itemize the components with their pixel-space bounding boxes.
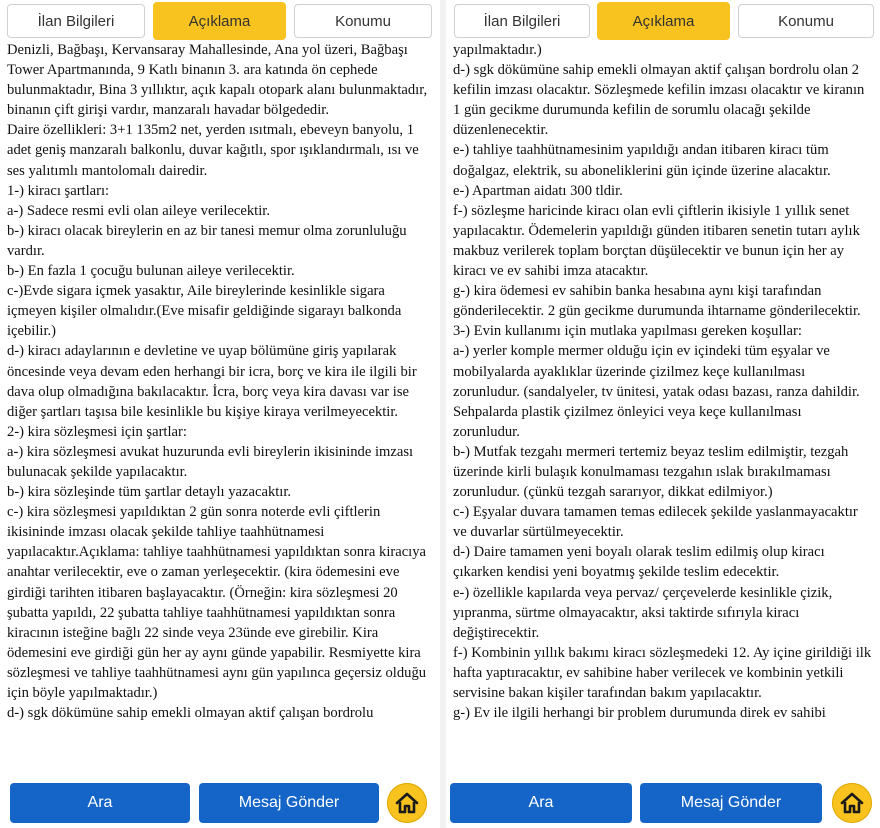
description-paragraph: 3-) Evin kullanımı için mutlaka yapılması gereken koşullar: (453, 323, 802, 340)
description-paragraph: Denizli, Bağbaşı, Kervansaray Mahallesinde, Ana yol üzeri, Bağbaşı Tower Apartmanında, 9 Katlı binanın 3. ara katında ön cephede bulunmaktadır, Bina 3 yıllıktır, açık kapalı otopark alanı bulunmaktadır, binanın çift girişi vardır, manzaralı havadar bölgededir. (7, 42, 428, 119)
description-paragraph: 1-) kiracı şartları: (7, 182, 110, 199)
description-paragraph: 2-) kira sözleşmesi için şartlar: (7, 423, 187, 440)
home-icon (394, 791, 420, 815)
right-screen (446, 0, 880, 828)
description-paragraph: d-) sgk dökümüne sahip emekli olmayan aktif çalışan bordrolu olan 2 kefilin imzası olacaktır. Sözleşmede kefilin imzası olacaktır ve kiranın 1 gün gecikme durumunda kefilin de sorumlu olacağı şekilde düzenlenecektir. (453, 62, 865, 139)
description-paragraph: d-) Daire tamamen yeni boyalı olarak teslim edilmiş olup kiracı çıkarken kendisi yeni boyatmış şekilde teslim edecektir. (453, 544, 825, 581)
description-paragraph: b-) kira sözleşinde tüm şartlar detaylı yazacaktır. (7, 484, 292, 501)
tab-konumu[interactable]: Konumu (738, 4, 874, 38)
description-paragraph: e-) tahliye taahhütnamesinim yapıldığı andan itibaren kiracı tüm doğalgaz, elektrik, su aboneliklerini gün içinde üzerine alacaktır. (453, 142, 831, 179)
description-paragraph: c-) Eşyalar duvara tamamen temas edilecek şekilde yaslanmayacaktır ve duvarlar sürtülmeyecektir. (453, 504, 858, 541)
home-icon (839, 791, 865, 815)
description-paragraph: a-) Sadece resmi evli olan aileye verilecektir. (7, 202, 270, 219)
description-paragraph: c-) kira sözleşmesi yapıldıktan 2 gün sonra noterde evli çiftlerin ikisininde imzası olacak şekilde tahliye taahhütnamesi yapılacaktır.Açıklama: tahliye taahhütnamesi yapıldıktan sonra kiracıya anahtar verilecektir, eve o zaman yerleşecektir. (kira ödemesini eve girdiği tarihten itibaren başlayacaktır. (Örneğin: kira sözleşmesi 20 şubatta yapıldı, 22 şubatta tahliye taahhütnamesi yapıldıktan sonra kiracının isteğine bağlı 22 sinde veya 23ünde eve girebilir. Kira ödemesini eve girdiği gün her ay aynı günde yapabilir. Resmiyette kira sözleşmesi ve tahliye taahhütnamesi aynı gün yapılınca geçersiz olduğu için böyle yapılmaktadır.) (7, 504, 427, 701)
tab-aciklama[interactable]: Açıklama (153, 2, 286, 40)
description-paragraph: b-) Mutfak tezgahı mermeri tertemiz beyaz teslim edilmiştir, tezgah üzerinde kirli bulaşık konulmaması tezgahın ıslak bırakılmaması zorunludur. (çünkü tezgah sararıyor, dikkat edilmiyor.) (453, 443, 849, 501)
description-paragraph: b-) kiracı olacak bireylerin en az bir tanesi memur olma zorunluluğu vardır. (7, 222, 407, 259)
tab-bar (0, 0, 440, 40)
description-paragraph: e-) Apartman aidatı 300 tldir. (453, 182, 623, 199)
description-paragraph: c-)Evde sigara içmek yasaktır, Aile bireylerinde kesinlikle sigara içmeyen kişiler olmalıdır.(Eve misafir geldiğinde sigarayı balkonda içebilir.) (7, 283, 402, 340)
description-content[interactable] (0, 40, 440, 778)
description-paragraph: Daire özellikleri: 3+1 135m2 net, yerden ısıtmalı, ebeveyn banyolu, 1 adet geniş manzaralı balkonlu, duvar kağıtlı, spor ışıklandırmalı, ısı ve ses yalıtımlı mantolomalı dairedir. (7, 122, 419, 179)
description-paragraph: a-) yerler komple mermer olduğu için ev içindeki tüm eşyalar ve mobilyalarda ayaklıklar üzerinde çizilmez keçe kullanılması zorunludur. (sandalyeler, tv ünitesi, yatak odası bazası, ranza dahildir. Sehpalarda plastik çizilmez önleyici veya keçe kullanılması zorunludur. (453, 343, 860, 440)
action-bar (446, 778, 880, 828)
description-paragraph: f-) Kombinin yıllık bakımı kiracı sözleşmedeki 12. Ay içine girildiği ilk hafta yaptıracaktır, ev sahibine haber verilecek ve kombinin yetkili servisine bakan kişiler tarafından bakım yapılacaktır. (453, 644, 872, 701)
tab-aciklama[interactable]: Açıklama (597, 2, 730, 40)
description-paragraph: g-) kira ödemesi ev sahibin banka hesabına aynı kişi tarafından gönderilecektir. 2 gün gecikme durumunda ihtarname gönderilecektir. (453, 283, 861, 320)
description-paragraph: yapılmaktadır.) (453, 42, 542, 58)
description-paragraph: d-) sgk dökümüne sahip emekli olmayan aktif çalışan bordrolu (7, 705, 374, 722)
tab-ilan-bilgileri[interactable]: İlan Bilgileri (7, 4, 145, 38)
call-button[interactable]: Ara (450, 783, 632, 823)
description-paragraph: g-) Ev ile ilgili herhangi bir problem durumunda direk ev sahibi (453, 705, 826, 722)
description-paragraph: b-) En fazla 1 çocuğu bulunan aileye verilecektir. (7, 263, 295, 280)
action-bar (0, 778, 440, 828)
description-paragraph: d-) kiracı adaylarının e devletine ve uyap bölümüne giriş yapılarak öncesinde veya devam eden herhangi bir icra, borç ve kira ile ilgili bir dava olup olmadığına bakılacaktır. İcra, borç veya kira davası var ise diğer şartları taşısa bile kesinlikle bu kişiye kiraya verilmeyecektir. (7, 343, 417, 420)
home-button[interactable] (387, 783, 427, 823)
tab-ilan-bilgileri[interactable]: İlan Bilgileri (454, 4, 590, 38)
description-paragraph: a-) kira sözleşmesi avukat huzurunda evli bireylerin ikisininde imzası bulunacak şekilde yapılacaktır. (7, 443, 414, 480)
send-message-button[interactable]: Mesaj Gönder (199, 783, 379, 823)
tab-bar (446, 0, 880, 40)
home-button[interactable] (832, 783, 872, 823)
description-content[interactable] (446, 40, 880, 778)
tab-konumu[interactable]: Konumu (294, 4, 432, 38)
description-paragraph: f-) sözleşme haricinde kiracı olan evli çiftlerin ikisiyle 1 yıllık senet yapılacaktır. Ödemelerin yapıldığı günden itibaren senetin tutarı aylık makbuz verilerek toplam borçtan düşülecektir ve bunun için her ay kiracı ve ev sahibi imza atacaktır. (453, 202, 860, 280)
send-message-button[interactable]: Mesaj Gönder (640, 783, 822, 823)
description-paragraph: e-) özellikle kapılarda veya pervaz/ çerçevelerde kesinlikle çizik, yıpranma, sürtme olmayacaktır, aksi taktirde sıfırıyla kiracı değiştirecektir. (453, 584, 833, 641)
call-button[interactable]: Ara (10, 783, 190, 823)
